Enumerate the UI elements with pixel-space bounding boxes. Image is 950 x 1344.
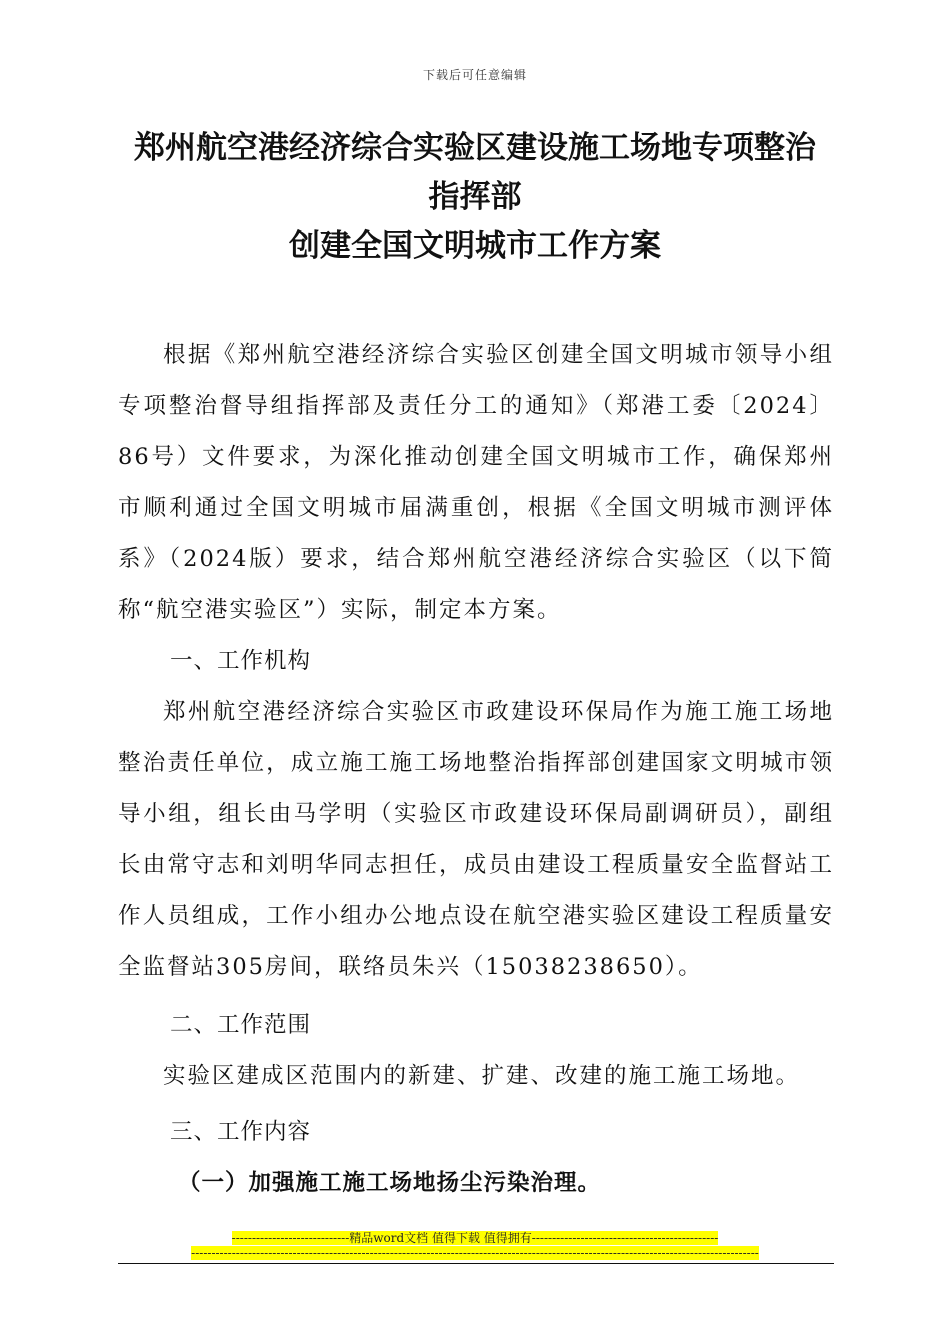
section-paragraph-scope: 实验区建成区范围内的新建、扩建、改建的施工施工场地。 [163,1063,801,1089]
section-heading-content: 三、工作内容 [170,1119,312,1145]
subsection-heading-dust: （一）加强施工施工场地扬尘污染治理。 [178,1170,602,1196]
section-heading-organization: 一、工作机构 [170,648,312,674]
title-line-3: 创建全国文明城市工作方案 [289,228,661,264]
footer-banner-line-1 [0,1231,950,1246]
document-body [118,330,834,1209]
footer-banner-text-1: -----------------------------精品word文档 值得下载 值得拥有---------------------------------------------- [231,1231,719,1245]
header-note: 下载后可任意编辑 [422,68,527,82]
section-heading-scope: 二、工作范围 [170,1012,312,1038]
title-line-1: 郑州航空港经济综合实验区建设施工场地专项整治 [134,130,816,166]
intro-paragraph: 根据《郑州航空港经济综合实验区创建全国文明城市领导小组专项整治督导组指挥部及责任分工的通知》（郑港工委〔2024〕86号）文件要求，为深化推动创建全国文明城市工作，确保郑州市顺利通过全国文明城市届满重创，根据《全国文明城市测评体系》（2024版）要求，结合郑州航空港经济综合实验区（以下简称“航空港实验区”）实际，制定本方案。 [118,342,834,623]
footer-banner-text-2: -------------------------------------------------------------------------------------------------------------------------------------------- [191,1246,759,1260]
footer-rule [118,1263,834,1264]
title-line-2: 指挥部 [428,179,522,215]
section-paragraph-organization: 郑州航空港经济综合实验区市政建设环保局作为施工施工场地整治责任单位，成立施工施工场地整治指挥部创建国家文明城市领导小组，组长由马学明（实验区市政建设环保局副调研员），副组长由常守志和刘明华同志担任，成员由建设工程质量安全监督站工作人员组成，工作小组办公地点设在航空港实验区建设工程质量安全监督站305房间，联络员朱兴（15038238650）。 [118,699,834,980]
document-title [110,124,840,271]
footer-banner-line-2 [0,1246,950,1261]
